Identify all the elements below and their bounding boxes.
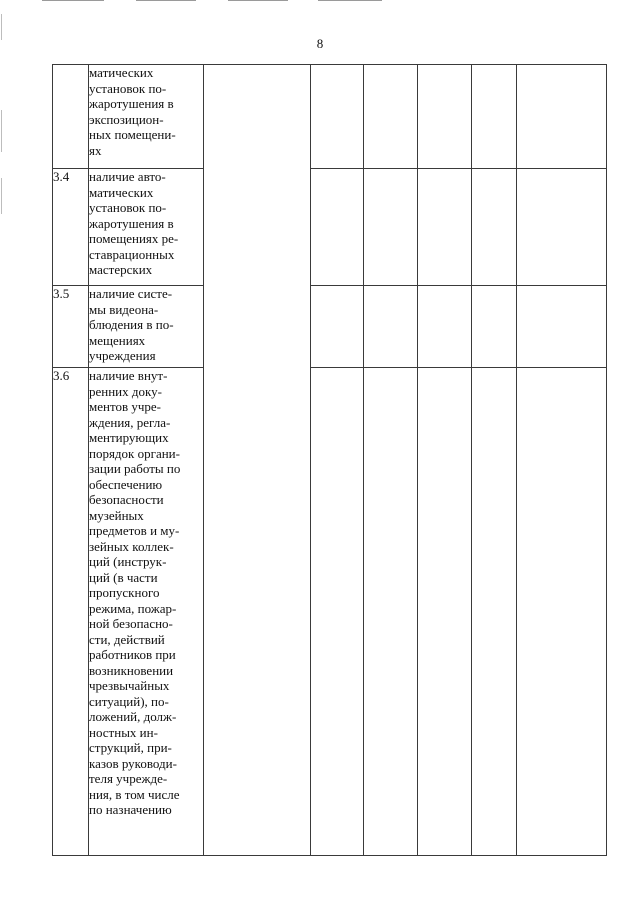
text-line: возникновении [89, 662, 174, 678]
row-text [89, 169, 204, 286]
text-line: ния, в том числе [89, 786, 180, 802]
text-line: ных помещени- [89, 127, 176, 142]
empty-cell [364, 169, 418, 286]
text-line: помещениях ре- [89, 231, 179, 246]
empty-cell [418, 368, 472, 856]
scan-edge-mark [318, 0, 382, 1]
text-line: музейных [89, 507, 144, 523]
empty-cell [517, 169, 607, 286]
empty-cell [517, 368, 607, 856]
scan-edge-mark [42, 0, 104, 1]
scan-edge-mark [136, 0, 196, 1]
scan-edge-mark [1, 110, 2, 152]
row-text [89, 286, 204, 368]
empty-cell [472, 65, 517, 169]
table-row [53, 368, 607, 856]
row-number: 3.4 [53, 169, 89, 286]
empty-cell [418, 169, 472, 286]
empty-cell [311, 169, 364, 286]
text-line: жаротушения в [89, 96, 174, 111]
table-row [53, 286, 607, 368]
text-line: установок по- [89, 200, 167, 215]
text-line: наличие авто- [89, 169, 166, 184]
text-line: теля учрежде- [89, 771, 168, 786]
text-line: ной безопасно- [89, 616, 173, 631]
text-line: ях [89, 142, 102, 158]
text-line: жаротушения в [89, 215, 174, 231]
empty-cell [311, 368, 364, 856]
text-line: ций (в части [89, 569, 158, 585]
text-line: обеспечению [89, 476, 163, 492]
empty-cell [418, 286, 472, 368]
text-line: пропускного [89, 585, 160, 600]
text-line: предметов и му- [89, 523, 180, 538]
empty-cell [204, 65, 311, 856]
empty-cell [517, 286, 607, 368]
text-line: установок по- [89, 80, 167, 96]
empty-cell [364, 65, 418, 169]
row-number: 3.6 [53, 368, 89, 856]
empty-cell [472, 286, 517, 368]
row-number [53, 65, 89, 169]
empty-cell [418, 65, 472, 169]
text-line: зации работы по [89, 461, 181, 476]
empty-cell [517, 65, 607, 169]
text-line: наличие систе- [89, 286, 173, 301]
text-line: по назначению [89, 802, 172, 817]
empty-cell [472, 169, 517, 286]
text-line: сти, действий [89, 631, 165, 647]
scan-edge-mark [228, 0, 288, 1]
text-line: безопасности [89, 492, 164, 507]
table-row [53, 65, 607, 169]
page-number: 8 [316, 36, 324, 51]
text-line: ций (инструк- [89, 554, 167, 569]
empty-cell [311, 65, 364, 169]
row-text [89, 368, 204, 856]
text-line: ставрационных [89, 246, 175, 262]
text-line: струкций, при- [89, 740, 172, 755]
text-line: мастерских [89, 262, 153, 277]
text-line: наличие внут- [89, 368, 168, 383]
empty-cell [472, 368, 517, 856]
document-table [52, 64, 607, 856]
row-number: 3.5 [53, 286, 89, 368]
text-line: мы видеона- [89, 301, 159, 317]
text-line: ренних доку- [89, 383, 162, 399]
text-line: экспозицион- [89, 111, 164, 127]
text-line: ложений, долж- [89, 709, 177, 724]
text-line: матических [89, 65, 154, 80]
text-line: чрезвычайных [89, 678, 170, 693]
text-line: ментирующих [89, 430, 169, 445]
text-line: матических [89, 184, 154, 200]
scan-edge-mark [1, 178, 2, 214]
text-line: ментов учре- [89, 399, 161, 414]
empty-cell [364, 286, 418, 368]
row-text [89, 65, 204, 169]
text-line: учреждения [89, 348, 156, 363]
text-line: блюдения в по- [89, 317, 174, 332]
text-line: ситуаций), по- [89, 693, 169, 709]
text-line: зейных коллек- [89, 538, 174, 554]
text-line: мещениях [89, 332, 146, 348]
empty-cell [311, 286, 364, 368]
text-line: порядок органи- [89, 445, 180, 461]
text-line: работников при [89, 647, 176, 662]
table-row [53, 169, 607, 286]
text-line: ностных ин- [89, 724, 158, 740]
text-line: ждения, регла- [89, 414, 171, 430]
text-line: казов руководи- [89, 755, 177, 771]
text-line: режима, пожар- [89, 600, 177, 616]
empty-cell [364, 368, 418, 856]
